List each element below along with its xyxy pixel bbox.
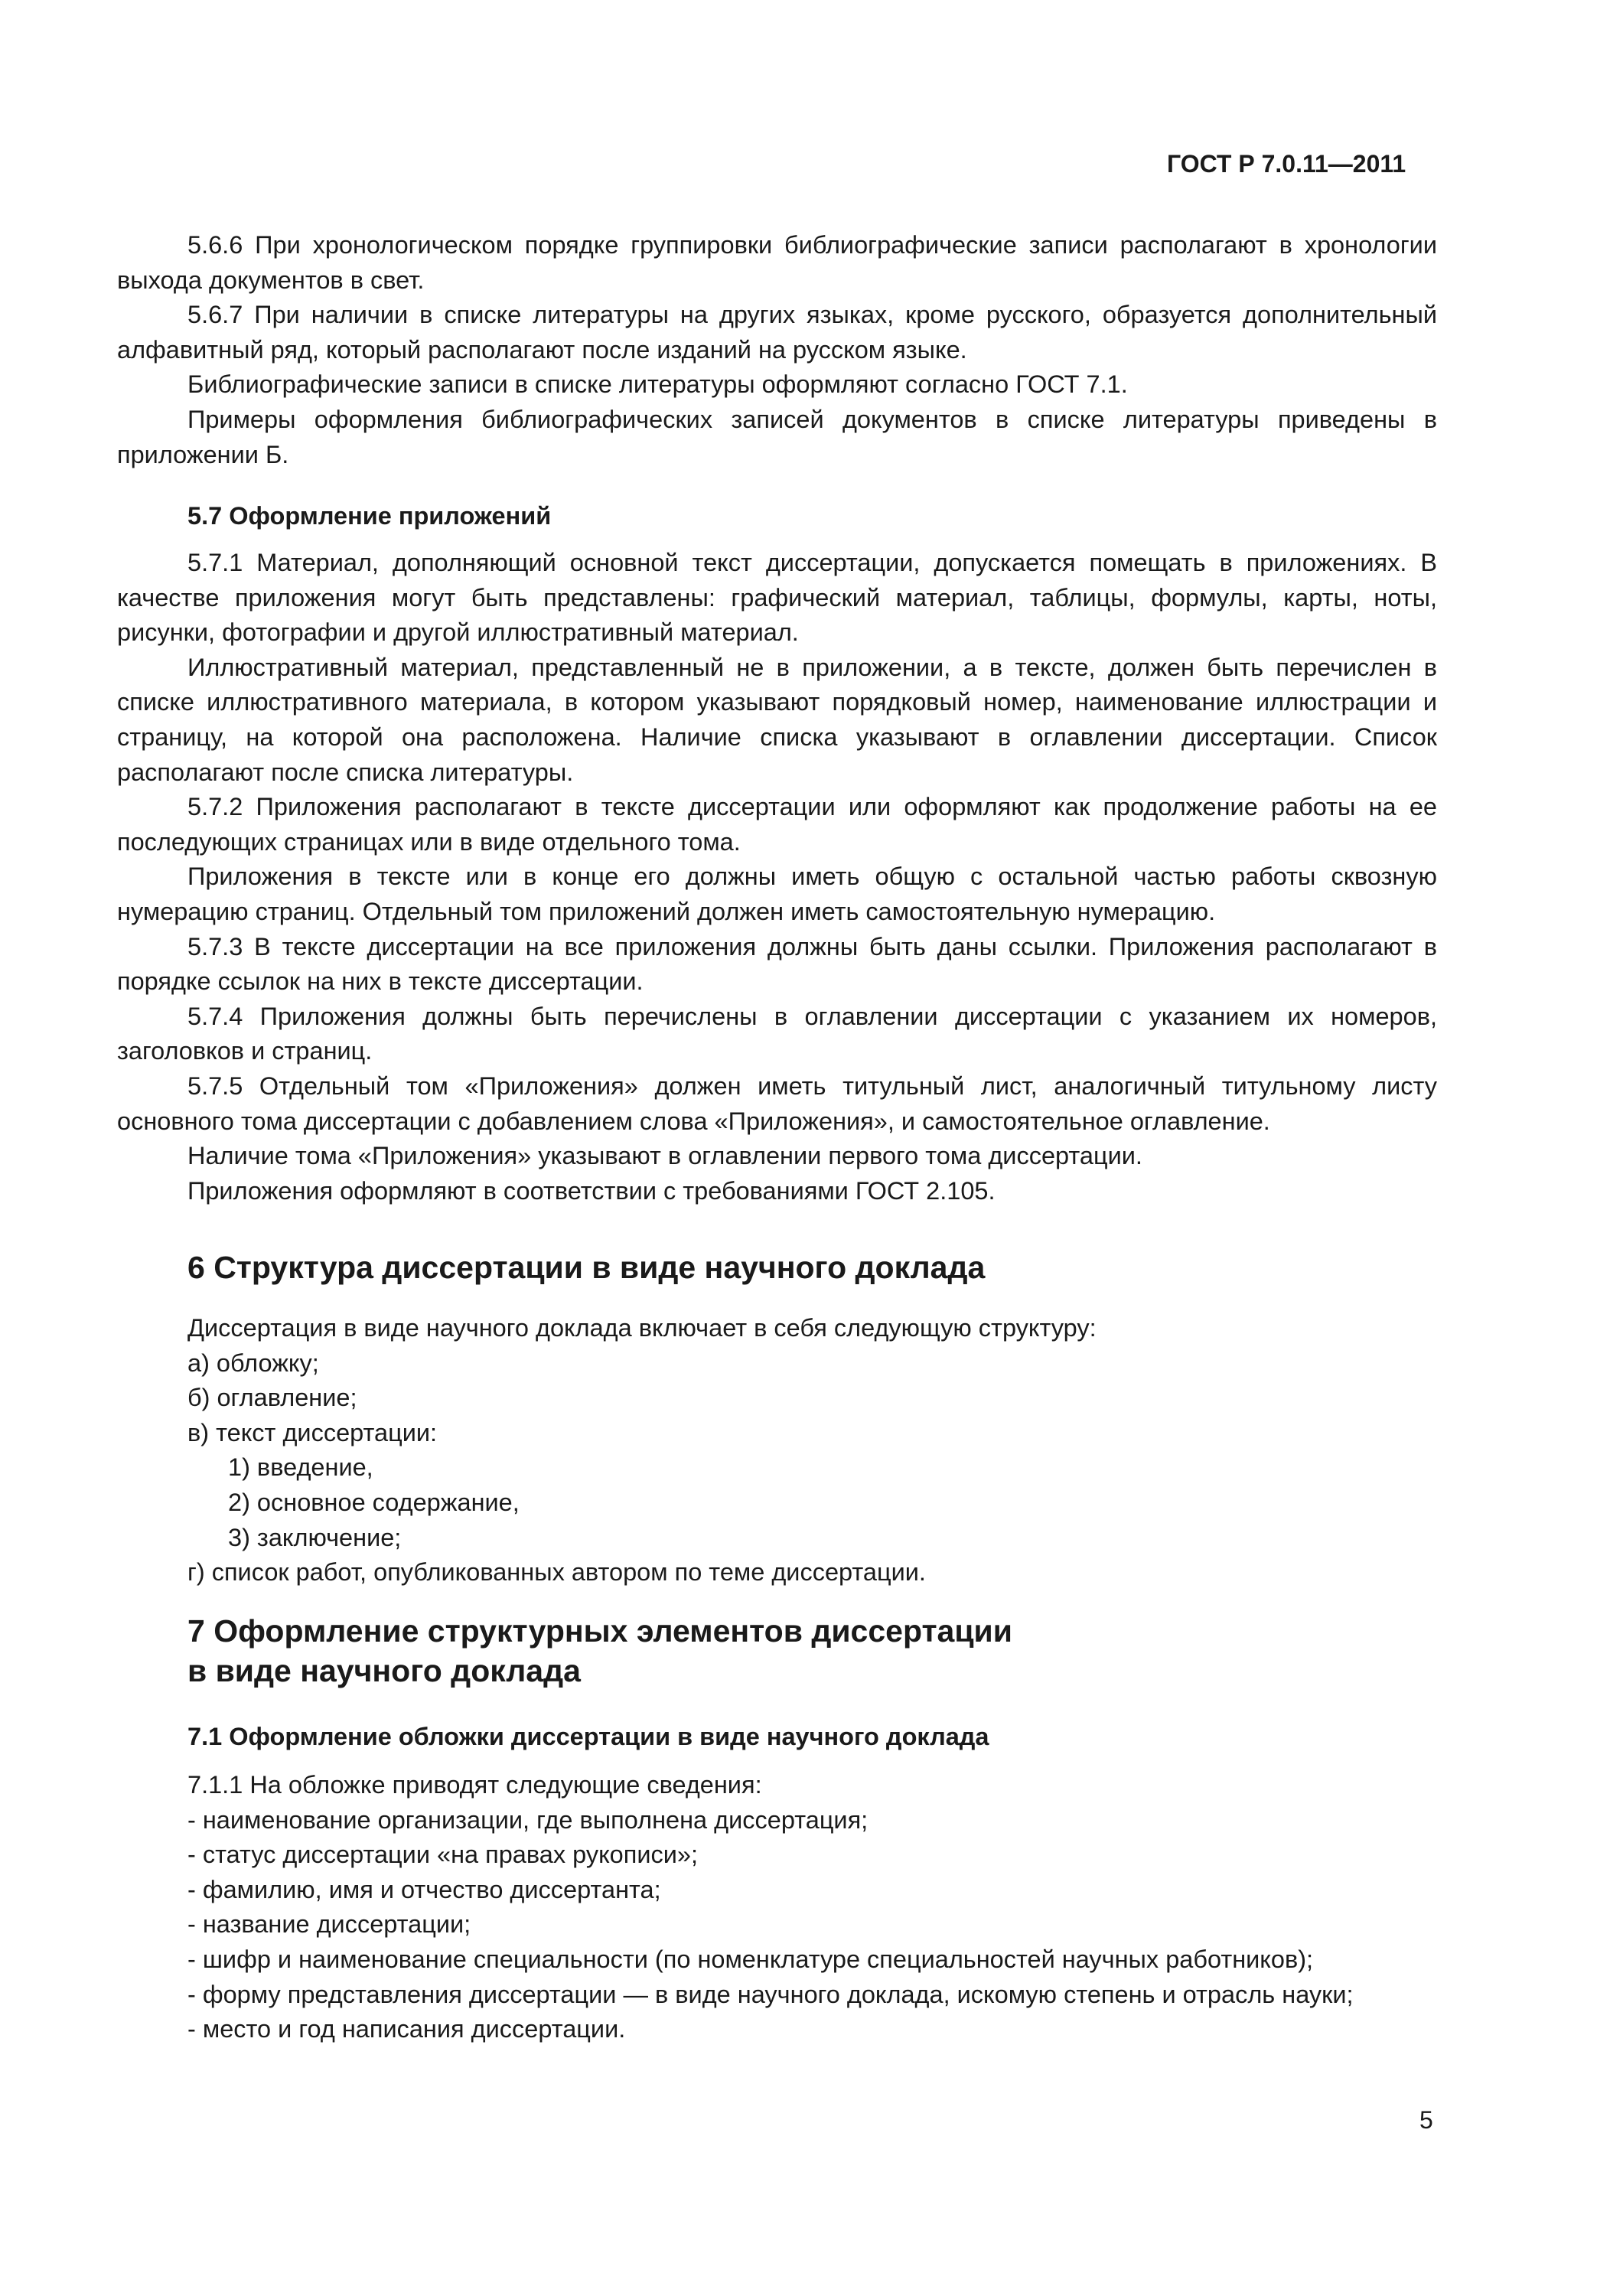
page-number: 5 bbox=[1419, 2106, 1433, 2134]
paragraph: 5.7.3 В тексте диссертации на все приложения должны быть даны ссылки. Приложения располагают в порядке ссылок на них в тексте диссертации. bbox=[117, 932, 1437, 996]
section-title-line-2: в виде научного доклада bbox=[187, 1653, 581, 1688]
paragraph: Наличие тома «Приложения» указывают в оглавлении первого тома диссертации. bbox=[187, 1142, 1142, 1170]
subsection-title: 7.1 Оформление обложки диссертации в виде научного доклада bbox=[187, 1723, 989, 1750]
paragraph: Приложения оформляют в соответствии с требованиями ГОСТ 2.105. bbox=[187, 1176, 996, 1205]
section-5-7-body bbox=[117, 546, 1437, 1208]
paragraph: 5.7.1 Материал, дополняющий основной текст диссертации, допускается помещать в приложениях. В качестве приложения могут быть представлены: графический материал, таблицы, формулы, карты, ноты, рисунки, фотографии и другой иллюстративный материал. bbox=[117, 549, 1437, 647]
paragraph: 5.6.7 При наличии в списке литературы на других языках, кроме русского, образуется дополнительный алфавитный ряд, который располагают после изданий на русском языке. bbox=[117, 301, 1437, 364]
list-item: в) текст диссертации: bbox=[187, 1418, 438, 1446]
sub-list-item: 1) введение, bbox=[228, 1453, 373, 1482]
paragraph: 7.1.1 На обложке приводят следующие сведения: bbox=[187, 1771, 762, 1799]
section-7-1-1-body bbox=[117, 1768, 1437, 2047]
list-item: - наименование организации, где выполнена диссертация; bbox=[187, 1805, 869, 1834]
paragraph: Иллюстративный материал, представленный не в приложении, а в тексте, должен быть перечислен в списке иллюстративного материала, в котором указывают порядковый номер, наименование иллюстрации и страницу, на которой она расположена. Наличие списка указывают в оглавлении диссертации. Список располагают после списка литературы. bbox=[117, 653, 1437, 786]
list-item: б) оглавление; bbox=[187, 1384, 357, 1412]
standard-header: ГОСТ Р 7.0.11—2011 bbox=[1167, 150, 1406, 178]
section-5-7-heading bbox=[117, 499, 1437, 534]
list-item: - форму представления диссертации — в виде научного доклада, искомую степень и отрасль науки; bbox=[187, 1980, 1354, 2008]
paragraph: 5.7.4 Приложения должны быть перечислены в оглавлении диссертации с указанием их номеров, заголовков и страниц. bbox=[117, 1002, 1437, 1065]
paragraph: 5.6.6 При хронологическом порядке группировки библиографические записи располагают в хронологии выхода документов в свет. bbox=[117, 231, 1437, 294]
paragraph: Примеры оформления библиографических записей документов в списке литературы приведены в приложении Б. bbox=[117, 405, 1437, 468]
list-item: - место и год написания диссертации. bbox=[187, 2015, 626, 2043]
section-7-heading bbox=[117, 1611, 1437, 1691]
section-title: 6 Структура диссертации в виде научного доклада bbox=[187, 1250, 986, 1285]
list-item: - статус диссертации «на правах рукописи»; bbox=[187, 1841, 699, 1869]
list-item: а) обложку; bbox=[187, 1349, 319, 1377]
list-item: - фамилию, имя и отчество диссертанта; bbox=[187, 1875, 661, 1903]
paragraph: 5.7.2 Приложения располагают в тексте диссертации или оформляют как продолжение работы на ее последующих страницах или в виде отдельного тома. bbox=[117, 793, 1437, 856]
paragraph: Диссертация в виде научного доклада включает в себя следующую структуру: bbox=[187, 1314, 1097, 1342]
list-item: - название диссертации; bbox=[187, 1910, 471, 1939]
paragraph: Библиографические записи в списке литературы оформляют согласно ГОСТ 7.1. bbox=[187, 370, 1128, 399]
sub-list-item: 3) заключение; bbox=[228, 1523, 402, 1551]
paragraph: Приложения в тексте или в конце его должны иметь общую с остальной частью работы сквозную нумерацию страниц. Отдельный том приложений должен иметь самостоятельную нумерацию. bbox=[117, 863, 1437, 925]
subsection-title: 5.7 Оформление приложений bbox=[187, 502, 552, 530]
section-6-heading bbox=[117, 1247, 1437, 1287]
list-item: - шифр и наименование специальности (по номенклатуре специальностей научных работников); bbox=[187, 1945, 1314, 1973]
section-title-line-1: 7 Оформление структурных элементов диссертации bbox=[187, 1613, 1012, 1649]
list-item: г) список работ, опубликованных автором по теме диссертации. bbox=[187, 1558, 926, 1587]
section-6-body bbox=[117, 1311, 1437, 1590]
sub-list-item: 2) основное содержание, bbox=[228, 1488, 520, 1516]
paragraph: 5.7.5 Отдельный том «Приложения» должен иметь титульный лист, аналогичный титульному листу основного тома диссертации с добавлением слова «Приложения», и самостоятельное оглавление. bbox=[117, 1071, 1437, 1135]
section-5-6-continued bbox=[117, 228, 1437, 472]
section-7-1-heading bbox=[117, 1720, 1437, 1755]
